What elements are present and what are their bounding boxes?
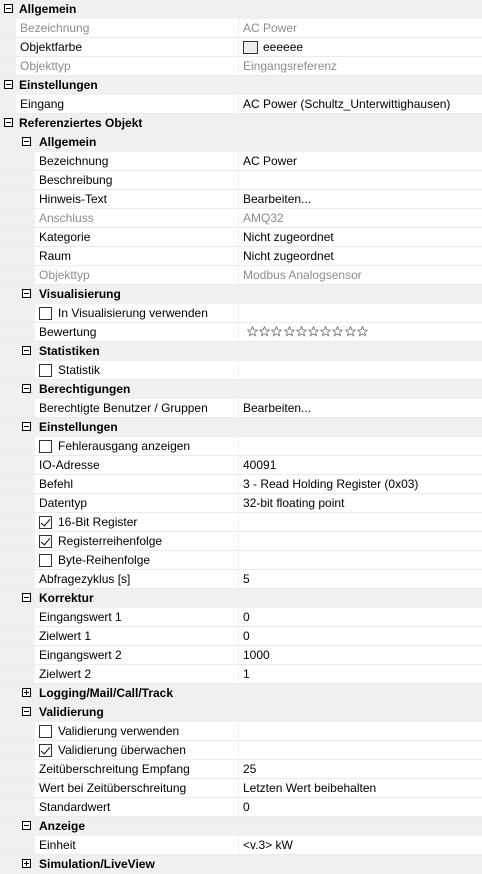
property-name: Eingangswert 1 (39, 610, 122, 624)
row-indent (0, 285, 18, 303)
checkbox[interactable] (39, 440, 52, 453)
property-name: Befehl (39, 477, 74, 491)
property-value[interactable] (243, 38, 478, 56)
property-name: Berechtigte Benutzer / Gruppen (39, 401, 208, 415)
property-name: Hinweis-Text (39, 192, 108, 206)
property-name: Wert bei Zeitüberschreitung (39, 781, 187, 795)
row-indent (0, 380, 18, 398)
property-row-eingangswert-1[interactable] (0, 608, 482, 627)
column-separator (238, 627, 239, 645)
checkbox[interactable] (39, 725, 52, 738)
row-indent (0, 361, 35, 379)
category-label: Validierung (39, 705, 104, 719)
property-name: Standardwert (39, 800, 111, 814)
collapse-icon[interactable] (22, 289, 31, 298)
column-separator (238, 361, 239, 379)
property-row-beschreibung[interactable] (0, 171, 482, 190)
row-indent (0, 722, 35, 740)
property-value[interactable]: 3 - Read Holding Register (0x03) (243, 477, 419, 491)
star-icon[interactable] (296, 326, 307, 337)
property-row-berechtigte-benutzer-gruppen[interactable] (0, 399, 482, 418)
property-name: Anschluss (39, 211, 94, 225)
category-korrektur[interactable] (0, 589, 482, 608)
property-name: Kategorie (39, 230, 91, 244)
row-indent (0, 684, 18, 702)
checkbox-label: Statistik (58, 363, 101, 377)
checkbox[interactable] (39, 307, 52, 320)
property-row-statistik[interactable] (0, 361, 482, 380)
property-row-bezeichnung[interactable] (0, 152, 482, 171)
property-row-abfragezyklus-s[interactable] (0, 570, 482, 589)
color-value-text: eeeeee (263, 40, 304, 54)
row-indent (0, 817, 18, 835)
checkbox[interactable] (39, 516, 52, 529)
property-name: IO-Adresse (39, 458, 100, 472)
category-einstellungen[interactable] (0, 418, 482, 437)
category-label: Korrektur (39, 591, 94, 605)
star-icon[interactable] (271, 326, 282, 337)
category-label: Simulation/LiveView (39, 857, 155, 871)
column-separator (238, 665, 239, 683)
property-row-datentyp[interactable] (0, 494, 482, 513)
category-visualisierung[interactable] (0, 285, 482, 304)
collapse-icon[interactable] (22, 137, 31, 146)
property-value[interactable]: 0 (243, 629, 250, 643)
property-name: Zeitüberschreitung Empfang (39, 762, 190, 776)
property-value[interactable]: 0 (243, 800, 250, 814)
column-separator (238, 209, 239, 227)
collapse-icon[interactable] (22, 707, 31, 716)
star-shape (248, 327, 258, 336)
color-swatch[interactable] (243, 41, 258, 54)
checkbox[interactable] (39, 554, 52, 567)
property-name: Abfragezyklus [s] (39, 572, 131, 586)
property-row-objektfarbe[interactable] (0, 38, 482, 57)
row-indent (0, 342, 18, 360)
star-shape (309, 327, 319, 336)
property-row-validierung-verwenden[interactable] (0, 722, 482, 741)
property-name: Objektfarbe (20, 40, 83, 54)
checkbox[interactable] (39, 364, 52, 377)
column-separator (238, 190, 239, 208)
property-row-eingangswert-2[interactable] (0, 646, 482, 665)
property-value: Eingangsreferenz (243, 59, 338, 73)
row-indent (0, 589, 18, 607)
property-value[interactable]: 5 (243, 572, 250, 586)
category-berechtigungen[interactable] (0, 380, 482, 399)
star-icon[interactable] (259, 326, 270, 337)
column-separator (238, 57, 239, 75)
column-separator (238, 266, 239, 284)
property-name: Eingangswert 2 (39, 648, 122, 662)
checkbox[interactable] (39, 535, 52, 548)
column-separator (238, 437, 239, 455)
category-einstellungen[interactable] (0, 76, 482, 95)
property-row-standardwert[interactable] (0, 798, 482, 817)
star-icon[interactable] (357, 326, 368, 337)
collapse-icon[interactable] (4, 80, 13, 89)
property-row-16-bit-register[interactable] (0, 513, 482, 532)
property-name: Beschreibung (39, 173, 113, 187)
checkbox-label: Fehlerausgang anzeigen (58, 439, 191, 453)
checkbox-label: Byte-Reihenfolge (58, 553, 151, 567)
star-icon[interactable] (332, 326, 343, 337)
column-separator (238, 228, 239, 246)
property-value[interactable]: 0 (243, 610, 250, 624)
checkbox-label: In Visualisierung verwenden (58, 306, 208, 320)
category-statistiken[interactable] (0, 342, 482, 361)
column-separator (238, 779, 239, 797)
column-separator (238, 95, 239, 113)
row-indent (0, 304, 35, 322)
checkbox-label: Registerreihenfolge (58, 534, 163, 548)
property-value[interactable]: 40091 (243, 458, 277, 472)
star-icon[interactable] (308, 326, 319, 337)
row-indent (0, 741, 35, 759)
property-value: AMQ32 (243, 211, 284, 225)
column-separator (238, 741, 239, 759)
row-indent (0, 513, 35, 531)
property-row-zielwert-2[interactable] (0, 665, 482, 684)
property-row-in-visualisierung-verwenden[interactable] (0, 304, 482, 323)
category-simulation-liveview[interactable] (0, 855, 482, 874)
column-separator (238, 570, 239, 588)
column-separator (238, 760, 239, 778)
category-label: Allgemein (19, 2, 77, 16)
property-name: Einheit (39, 838, 76, 852)
category-label: Visualisierung (39, 287, 121, 301)
column-separator (238, 513, 239, 531)
column-separator (238, 551, 239, 569)
property-row-raum[interactable] (0, 247, 482, 266)
property-row-bewertung[interactable] (0, 323, 482, 342)
expand-icon[interactable] (22, 859, 31, 868)
property-name: Bezeichnung (39, 154, 109, 168)
checkbox-label: Validierung verwenden (58, 724, 180, 738)
property-row-eingang[interactable] (0, 95, 482, 114)
category-allgemein[interactable] (0, 133, 482, 152)
category-anzeige[interactable] (0, 817, 482, 836)
property-value[interactable]: Nicht zugeordnet (243, 230, 334, 244)
property-row-objekttyp[interactable] (0, 57, 482, 76)
column-separator (238, 475, 239, 493)
property-value[interactable]: Bearbeiten... (243, 401, 312, 415)
property-value[interactable]: Bearbeiten... (243, 192, 312, 206)
star-shape (296, 327, 306, 336)
column-separator (238, 456, 239, 474)
star-shape (345, 327, 355, 336)
column-separator (238, 247, 239, 265)
category-label: Logging/Mail/Call/Track (39, 686, 174, 700)
star-icon[interactable] (247, 326, 258, 337)
collapse-icon[interactable] (22, 821, 31, 830)
property-value[interactable]: 25 (243, 762, 257, 776)
property-value[interactable]: Nicht zugeordnet (243, 249, 334, 263)
column-separator (238, 532, 239, 550)
property-name: Bewertung (39, 325, 97, 339)
row-indent (0, 855, 18, 873)
star-shape (321, 327, 331, 336)
property-row-byte-reihenfolge[interactable] (0, 551, 482, 570)
property-row-anschluss[interactable] (0, 209, 482, 228)
row-indent (0, 133, 18, 151)
category-label: Einstellungen (39, 420, 118, 434)
star-icon[interactable] (284, 326, 295, 337)
column-separator (238, 19, 239, 37)
property-value[interactable]: <v.3> kW (243, 838, 293, 852)
star-shape (333, 327, 343, 336)
column-separator (238, 399, 239, 417)
property-row-bezeichnung[interactable] (0, 19, 482, 38)
property-value[interactable]: 1000 (243, 648, 270, 662)
category-label: Anzeige (39, 819, 86, 833)
star-shape (272, 327, 282, 336)
property-value[interactable] (243, 171, 478, 189)
category-label: Berechtigungen (39, 382, 131, 396)
category-allgemein[interactable] (0, 0, 482, 19)
property-value: AC Power (243, 21, 298, 35)
category-label: Statistiken (39, 344, 100, 358)
property-name: Raum (39, 249, 72, 263)
property-name: Zielwert 2 (39, 667, 92, 681)
star-shape (357, 327, 367, 336)
property-row-io-adresse[interactable] (0, 456, 482, 475)
category-referenziertes-objekt[interactable] (0, 114, 482, 133)
column-separator (238, 798, 239, 816)
property-row-kategorie[interactable] (0, 228, 482, 247)
property-value: Modbus Analogsensor (243, 268, 362, 282)
property-name: Eingang (20, 97, 65, 111)
row-indent (0, 437, 35, 455)
column-separator (238, 171, 239, 189)
property-value[interactable]: AC Power (Schultz_Unterwittighausen) (243, 97, 451, 111)
row-indent (0, 551, 35, 569)
property-name: Datentyp (39, 496, 88, 510)
property-value[interactable]: 1 (243, 667, 250, 681)
property-row-objekttyp[interactable] (0, 266, 482, 285)
checkbox-label: 16-Bit Register (58, 515, 138, 529)
category-label: Referenziertes Objekt (19, 116, 143, 130)
property-row-hinweis-text[interactable] (0, 190, 482, 209)
checkbox-label: Validierung überwachen (58, 743, 186, 757)
star-shape (284, 327, 294, 336)
property-name: Objekttyp (20, 59, 71, 73)
rating-stars[interactable] (247, 326, 369, 337)
property-row-registerreihenfolge[interactable] (0, 532, 482, 551)
collapse-icon[interactable] (22, 346, 31, 355)
property-name: Objekttyp (39, 268, 90, 282)
property-name: Zielwert 1 (39, 629, 92, 643)
property-row-einheit[interactable] (0, 836, 482, 855)
column-separator (238, 38, 239, 56)
collapse-icon[interactable] (4, 4, 13, 13)
collapse-icon[interactable] (22, 384, 31, 393)
column-separator (238, 152, 239, 170)
collapse-icon[interactable] (4, 118, 13, 127)
column-separator (238, 646, 239, 664)
property-row-wert-bei-zeitueberschreitung[interactable] (0, 779, 482, 798)
column-separator (238, 608, 239, 626)
collapse-icon[interactable] (22, 593, 31, 602)
property-name: Bezeichnung (20, 21, 90, 35)
expand-icon[interactable] (22, 688, 31, 697)
property-value[interactable]: 32-bit floating point (243, 496, 345, 510)
category-validierung[interactable] (0, 703, 482, 722)
row-indent (0, 418, 18, 436)
property-value[interactable]: AC Power (243, 154, 298, 168)
property-row-fehlerausgang-anzeigen[interactable] (0, 437, 482, 456)
column-separator (238, 722, 239, 740)
row-indent (0, 532, 35, 550)
category-label: Allgemein (39, 135, 97, 149)
star-shape (260, 327, 270, 336)
category-logging-mail-call-track[interactable] (0, 684, 482, 703)
row-indent (0, 703, 18, 721)
column-separator (238, 836, 239, 854)
category-label: Einstellungen (19, 78, 98, 92)
checkbox[interactable] (39, 744, 52, 757)
property-row-validierung-ueberwachen[interactable] (0, 741, 482, 760)
property-row-zeitueberschreitung-empfang[interactable] (0, 760, 482, 779)
property-row-zielwert-1[interactable] (0, 627, 482, 646)
star-icon[interactable] (345, 326, 356, 337)
column-separator (238, 494, 239, 512)
property-value[interactable]: Letzten Wert beibehalten (243, 781, 377, 795)
column-separator (238, 323, 239, 341)
collapse-icon[interactable] (22, 422, 31, 431)
column-separator (238, 304, 239, 322)
property-row-befehl[interactable] (0, 475, 482, 494)
star-icon[interactable] (320, 326, 331, 337)
